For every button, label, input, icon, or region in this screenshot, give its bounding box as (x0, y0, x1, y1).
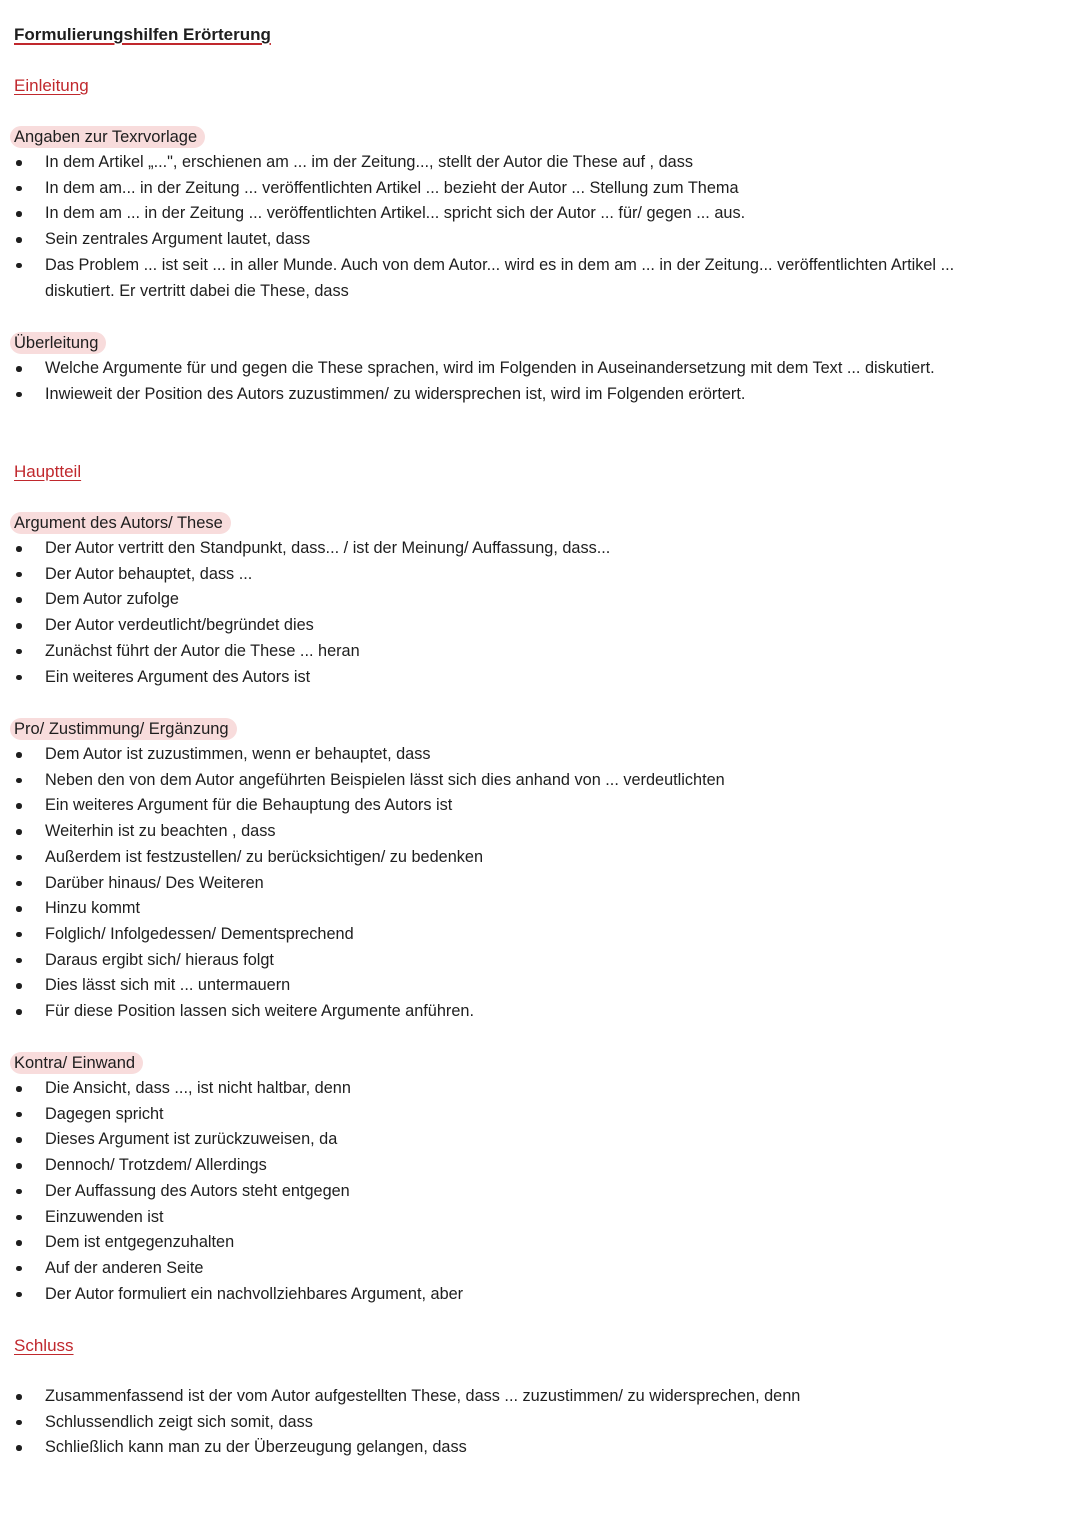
list-item: Dies lässt sich mit ... untermauern (14, 973, 1054, 999)
list-item: Weiterhin ist zu beachten , dass (14, 819, 1054, 845)
subsection-ueberleitung (14, 332, 1054, 407)
list-item: Der Autor behauptet, dass ... (14, 562, 1054, 588)
subsection-heading: Überleitung (10, 332, 106, 354)
list-item: Daraus ergibt sich/ hieraus folgt (14, 948, 1054, 974)
list-item: Welche Argumente für und gegen die These sprachen, wird im Folgenden in Auseinandersetzung mit dem Text ... diskutiert. (14, 356, 965, 382)
list-item: Ein weiteres Argument für die Behauptung des Autors ist (14, 793, 1054, 819)
subsection-heading: Angaben zur Texrvorlage (10, 126, 205, 148)
list-item: Schließlich kann man zu der Überzeugung gelangen, dass (14, 1435, 1054, 1461)
list-item: Folglich/ Infolgedessen/ Dementsprechend (14, 922, 1054, 948)
subsection-schluss (14, 1384, 1054, 1461)
list-item: In dem am... in der Zeitung ... veröffentlichten Artikel ... bezieht der Autor ... Stellung zum Thema (14, 176, 1054, 202)
list-item: Darüber hinaus/ Des Weiteren (14, 871, 1054, 897)
subsection-heading: Kontra/ Einwand (10, 1052, 143, 1074)
list-item: Schlussendlich zeigt sich somit, dass (14, 1410, 1054, 1436)
list-item: Das Problem ... ist seit ... in aller Munde. Auch von dem Autor... wird es in dem am ... in der Zeitung... veröffentlichten Artikel ... diskutiert. Er vertritt dabei die These, dass (14, 253, 1005, 304)
list-item: Die Ansicht, dass ..., ist nicht haltbar, denn (14, 1076, 1054, 1102)
list-item: Dennoch/ Trotzdem/ Allerdings (14, 1153, 1054, 1179)
subsection-these (14, 512, 1054, 690)
list-item: Auf der anderen Seite (14, 1256, 1054, 1282)
subsection-kontra (14, 1052, 1054, 1307)
subsection-heading: Argument des Autors/ These (10, 512, 231, 534)
list-item: Sein zentrales Argument lautet, dass (14, 227, 1054, 253)
list-item: In dem am ... in der Zeitung ... veröffentlichten Artikel... spricht sich der Autor ... für/ gegen ... aus. (14, 201, 1054, 227)
section-schluss-heading: Schluss (14, 1336, 74, 1355)
list-item: Der Autor vertritt den Standpunkt, dass... / ist der Meinung/ Auffassung, dass... (14, 536, 1054, 562)
list-item: Dem Autor zufolge (14, 587, 1054, 613)
list-item: Der Autor verdeutlicht/begründet dies (14, 613, 1054, 639)
bullet-list (14, 1384, 1054, 1461)
list-item: Dagegen spricht (14, 1102, 1054, 1128)
list-item: Dem Autor ist zuzustimmen, wenn er behauptet, dass (14, 742, 1054, 768)
list-item: Hinzu kommt (14, 896, 1054, 922)
list-item: Der Auffassung des Autors steht entgegen (14, 1179, 1054, 1205)
list-item: Inwieweit der Position des Autors zuzustimmen/ zu widersprechen ist, wird im Folgenden erörtert. (14, 382, 1054, 408)
subsection-textvorlage (14, 126, 1054, 304)
list-item: Neben den von dem Autor angeführten Beispielen lässt sich dies anhand von ... verdeutlichten (14, 768, 1054, 794)
list-item: Zunächst führt der Autor die These ... heran (14, 639, 1054, 665)
bullet-list (14, 536, 1054, 690)
section-einleitung-heading: Einleitung (14, 76, 89, 95)
subsection-heading: Pro/ Zustimmung/ Ergänzung (10, 718, 237, 740)
list-item: Für diese Position lassen sich weitere Argumente anführen. (14, 999, 1054, 1025)
list-item: Einzuwenden ist (14, 1205, 1054, 1231)
list-item: Zusammenfassend ist der vom Autor aufgestellten These, dass ... zuzustimmen/ zu widersprechen, denn (14, 1384, 1054, 1410)
bullet-list (14, 1076, 1054, 1307)
section-hauptteil-heading: Hauptteil (14, 462, 82, 481)
list-item: Dem ist entgegenzuhalten (14, 1230, 1054, 1256)
bullet-list (14, 150, 1054, 304)
bullet-list (14, 356, 1054, 407)
subsection-pro (14, 718, 1054, 1025)
list-item: Der Autor formuliert ein nachvollziehbares Argument, aber (14, 1282, 1054, 1308)
list-item: In dem Artikel „...", erschienen am ... im der Zeitung..., stellt der Autor die These auf , dass (14, 150, 1054, 176)
bullet-list (14, 742, 1054, 1025)
list-item: Dieses Argument ist zurückzuweisen, da (14, 1127, 1054, 1153)
document-title: Formulierungshilfen Erörterung (14, 25, 271, 44)
list-item: Ein weiteres Argument des Autors ist (14, 665, 1054, 691)
list-item: Außerdem ist festzustellen/ zu berücksichtigen/ zu bedenken (14, 845, 1054, 871)
